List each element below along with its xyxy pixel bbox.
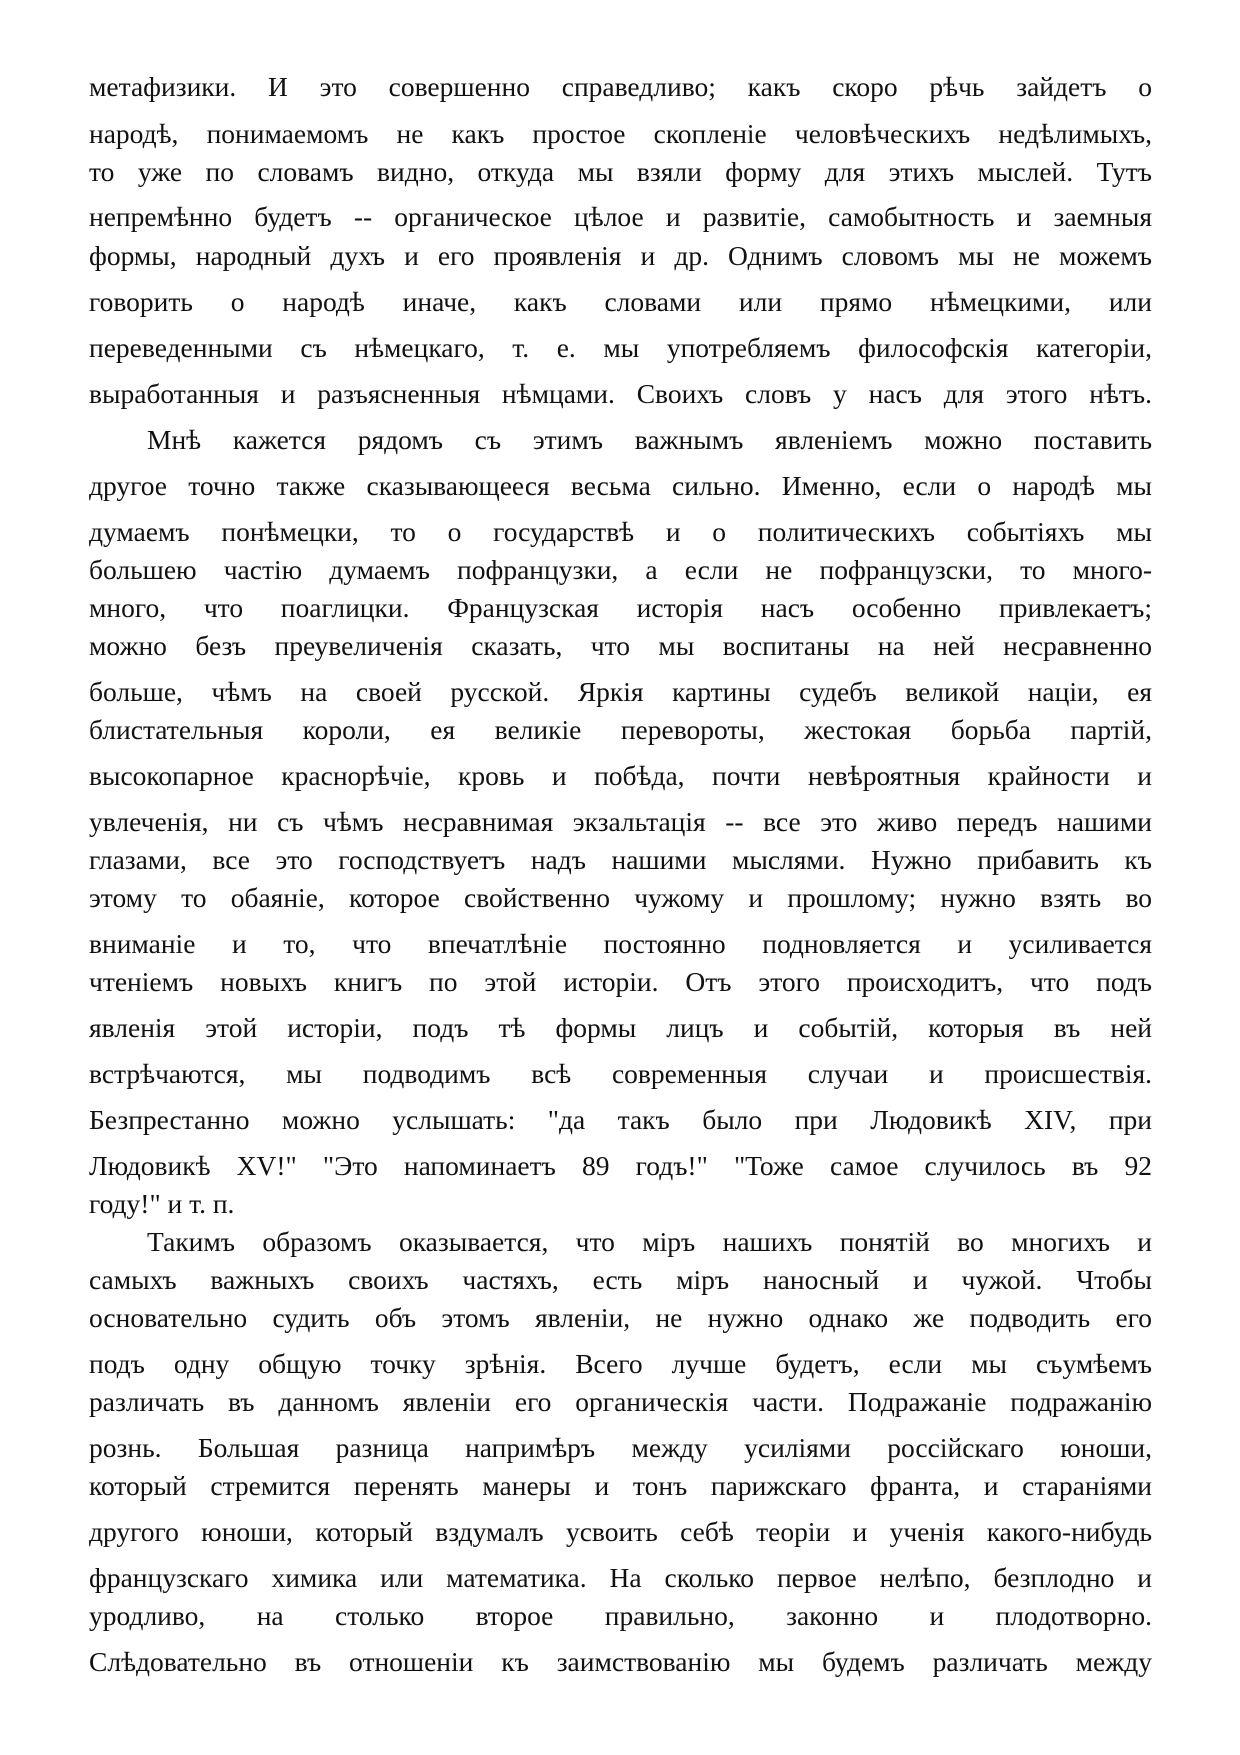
text-line: этому то обаяніе, которое свойственно чужому и прошлому; нужно взять во (89, 882, 1152, 913)
text-line: Слѣдовательно въ отношеніи къ заимствованію мы будемъ различать между (89, 1646, 1152, 1677)
text-line: французскаго химика или математика. На сколько первое нелѣпо, безплодно и (89, 1562, 1152, 1593)
text-line: то уже по словамъ видно, откуда мы взяли форму для этихъ мыслей. Тутъ (89, 156, 1152, 187)
text-line: много, что поаглицки. Французская исторія насъ особенно привлекаетъ; (89, 592, 1152, 623)
text-line: встрѣчаются, мы подводимъ всѣ современныя случаи и происшествія. (89, 1058, 1152, 1089)
text-line: формы, народный духъ и его проявленія и др. Однимъ словомъ мы не можемъ (89, 240, 1152, 271)
text-line: чтеніемъ новыхъ книгъ по этой исторіи. Отъ этого происходитъ, что подъ (89, 966, 1152, 997)
text-line: различать въ данномъ явленіи его органическія части. Подражаніе подражанію (89, 1386, 1152, 1417)
text-line: глазами, все это господствуетъ надъ нашими мыслями. Нужно прибавить къ (89, 844, 1152, 875)
text-line: подъ одну общую точку зрѣнія. Всего лучше будетъ, если мы съумѣемъ (89, 1348, 1152, 1379)
text-line: переведенными съ нѣмецкаго, т. е. мы употребляемъ философскія категоріи, (89, 332, 1152, 363)
text-line: уродливо, на столько второе правильно, законно и плодотворно. (89, 1600, 1152, 1631)
text-line: самыхъ важныхъ своихъ частяхъ, есть міръ наносный и чужой. Чтобы (89, 1264, 1152, 1295)
text-line: высокопарное краснорѣчіе, кровь и побѣда, почти невѣроятныя крайности и (89, 760, 1152, 791)
text-line: рознь. Большая разница напримѣръ между усиліями россійскаго юноши, (89, 1432, 1152, 1463)
text-line: можно безъ преувеличенія сказать, что мы воспитаны на ней несравненно (89, 630, 1152, 661)
text-line: Такимъ образомъ оказывается, что міръ нашихъ понятій во многихъ и (147, 1226, 1152, 1257)
text-line: явленія этой исторіи, подъ тѣ формы лицъ и событій, которыя въ ней (89, 1012, 1152, 1043)
text-line: непремѣнно будетъ -- органическое цѣлое и развитіе, самобытность и заемныя (89, 201, 1152, 232)
text-line: увлеченія, ни съ чѣмъ несравнимая экзальтація -- все это живо передъ нашими (89, 806, 1152, 837)
text-line: который стремится перенять манеры и тонъ парижскаго франта, и стараніями (89, 1470, 1152, 1501)
text-line: основательно судить объ этомъ явленіи, не нужно однако же подводить его (89, 1302, 1152, 1333)
text-line: Мнѣ кажется рядомъ съ этимъ важнымъ явленіемъ можно поставить (147, 424, 1152, 455)
text-line: выработанныя и разъясненныя нѣмцами. Своихъ словъ у насъ для этого нѣтъ. (89, 378, 1152, 409)
text-line: другое точно также сказывающееся весьма сильно. Именно, если о народѣ мы (89, 470, 1152, 501)
text-line: Безпрестанно можно услышать: "да такъ было при Людовикѣ XIV, при (89, 1104, 1152, 1135)
text-line: Людовикѣ XV!" "Это напоминаетъ 89 годъ!" "Тоже самое случилось въ 92 (89, 1150, 1152, 1181)
text-line: блистательныя короли, ея великіе перевороты, жестокая борьба партій, (89, 714, 1152, 745)
text-line: думаемъ понѣмецки, то о государствѣ и о политическихъ событіяхъ мы (89, 516, 1152, 547)
text-line: народѣ, понимаемомъ не какъ простое скопленіе человѣческихъ недѣлимыхъ, (89, 118, 1152, 149)
text-line: большею частію думаемъ пофранцузки, а если не пофранцузски, то много- (89, 554, 1152, 585)
text-line: вниманіе и то, что впечатлѣніе постоянно подновляется и усиливается (89, 928, 1152, 959)
text-line: говорить о народѣ иначе, какъ словами или прямо нѣмецкими, или (89, 286, 1152, 317)
text-line: году!" и т. п. (89, 1188, 235, 1219)
text-line: метафизики. И это совершенно справедливо; какъ скоро рѣчь зайдетъ о (89, 71, 1152, 102)
text-line: другого юноши, который вздумалъ усвоить себѣ теоріи и ученія какого-нибудь (89, 1516, 1152, 1547)
text-line: больше, чѣмъ на своей русской. Яркія картины судебъ великой націи, ея (89, 676, 1152, 707)
